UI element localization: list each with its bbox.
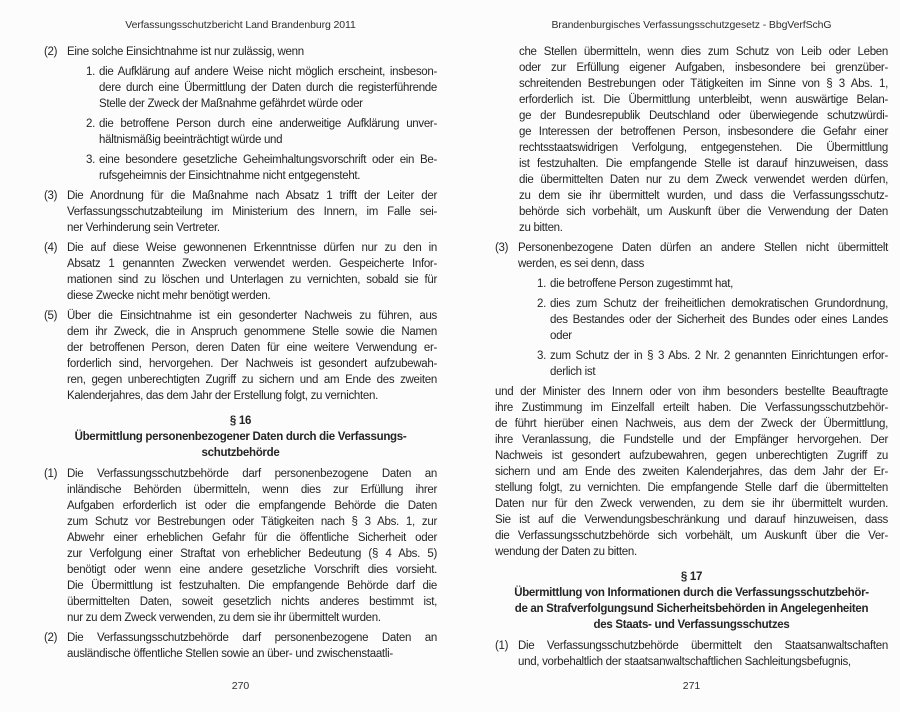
paragraph-text	[67, 44, 437, 60]
text-line: inländische Behörden übermitteln, wenn dies zur Erfüllung ihrer	[67, 484, 437, 496]
text-line: übermittelten Daten, soweit gesetzlich nichts anderes bestimmt ist,	[67, 596, 437, 608]
text-line: Die auf diese Weise gewonnenen Erkenntnisse dürfen nur zu den in	[67, 242, 437, 254]
paragraph-marker: (4)	[44, 242, 58, 254]
list-item-text	[99, 152, 437, 184]
text-line: Sie ist auf die Verwendungsbeschränkung und darauf hinzuweisen, dass	[495, 514, 888, 526]
text-line: oder zur Erfüllung eigener Aufgaben, insbesondere bei grenzüber-	[519, 62, 888, 74]
text-line: Daten nur für den Zweck verwenden, zu dem sie ihr übermittelt wurden.	[495, 498, 888, 510]
text-line: die betroffene Person durch eine anderweitige Aufklärung unver-	[99, 118, 437, 130]
paragraph-continuation	[519, 44, 888, 236]
list-item-marker: 1.	[537, 278, 546, 290]
paragraph-17-abs1	[495, 638, 888, 670]
text-line: mationen sind zu löschen und Unterlagen zu vernichten, sobald sie für	[67, 274, 437, 286]
text-line: des Staats- und Verfassungsschutzes	[593, 619, 790, 631]
list-item-text	[550, 296, 888, 344]
section-heading-16	[44, 413, 437, 461]
paragraph-16-abs1	[44, 466, 437, 626]
page-number-right: 271	[682, 680, 701, 692]
text-line: Die Anordnung für die Maßnahme nach Absatz 1 trifft der Leiter der	[67, 190, 437, 202]
paragraph-16-abs3	[495, 240, 888, 272]
list-item-3	[86, 152, 437, 184]
text-line: oder	[550, 330, 572, 342]
text-line: derlich ist	[550, 366, 596, 378]
text-line: ge der Bundesrepublik Deutschland oder überwiegende schutzwürdi-	[519, 110, 888, 122]
text-line: des Bestandes oder der Sicherheit des Bundes oder eines Landes	[550, 314, 888, 326]
page-left-content	[44, 44, 437, 662]
paragraph-marker: (2)	[44, 632, 58, 644]
paragraph-text	[67, 466, 437, 626]
text-line: behörde sich vorbehält, um Auskunft über die Verwendung der Daten	[519, 206, 888, 218]
list-item-1	[86, 64, 437, 112]
list-item-marker: 2.	[537, 298, 546, 310]
text-line: der betroffenen Person, deren Daten für eine weitere Verwendung er-	[67, 342, 437, 354]
text-line: die übermittelten Daten nur zu dem Zweck verwendet werden dürfen,	[519, 174, 888, 186]
paragraph-text	[67, 188, 437, 236]
text-line: benötigt oder wenn eine andere gesetzliche Vorschrift dies vorsieht.	[67, 564, 437, 576]
text-line: ihre Zustimmung im Einzelfall erteilt haben. Die Verfassungsschutzbehör-	[495, 402, 888, 414]
list-item-text	[99, 116, 437, 148]
paragraph-marker: (1)	[495, 640, 509, 652]
paragraph-marker: (5)	[44, 310, 58, 322]
text-line: wendung der Daten zu bitten.	[495, 546, 637, 558]
text-line: sichern und am Ende des zweiten Kalenderjahres, das dem Jahr der Er-	[495, 466, 888, 478]
list-item-2	[537, 296, 888, 344]
text-line: Die Verfassungsschutzbehörde darf personenbezogene Daten an	[67, 468, 437, 480]
text-line: zur Verfolgung einer Straftat von erheblicher Bedeutung (§ 4 Abs. 5)	[67, 548, 437, 560]
text-line: rufsgeheimnis der Einsichtnahme nicht entgegensteht.	[99, 170, 361, 182]
text-line: und der Minister des Innern oder von ihm besonders bestellte Beauftragte	[495, 386, 888, 398]
running-header-left: Verfassungsschutzbericht Land Brandenburg 2011	[125, 19, 356, 31]
text-line: Aufgaben erforderlich ist oder die empfangende Behörde die Daten	[67, 500, 437, 512]
paragraph-marker: (3)	[44, 190, 58, 202]
text-line: dem ihr Zweck, die in Anspruch genommene Stelle sowie die Namen	[67, 326, 437, 338]
text-line: Abwehr einer erheblichen Gefahr für die öffentliche Sicherheit oder	[67, 532, 437, 544]
text-line: die Verfassungsschutzbehörde sich vorbehält, um Auskunft über die Ver-	[495, 530, 888, 542]
page-left	[44, 0, 437, 712]
text-line: stellung folgt, zu vernichten. Die empfangende Stelle darf die übermittelten	[495, 482, 888, 494]
list-item-marker: 3.	[537, 350, 546, 362]
running-header-right: Brandenburgisches Verfassungsschutzgesetz - BbgVerfSchG	[551, 19, 832, 31]
text-line: werden, es sei denn, dass	[518, 258, 645, 270]
paragraph-16-abs2	[44, 630, 437, 662]
text-line: Übermittlung personenbezogener Daten durch die Verfassungs-	[74, 431, 407, 443]
text-line: ist festzuhalten. Die empfangende Stelle ist darauf hinzuweisen, dass	[519, 158, 888, 170]
text-line: de führt hierüber einen Nachweis, aus dem der Zweck der Übermittlung,	[495, 418, 888, 430]
text-line: zu dem sie ihr übermittelt wurden, und dass die Verfassungsschutz-	[519, 190, 888, 202]
paragraph-abs5	[44, 308, 437, 404]
page-number-left: 270	[231, 680, 250, 692]
text-line: Übermittlung von Informationen durch die Verfassungsschutzbehör-	[514, 587, 869, 599]
list-item-marker: 2.	[86, 118, 95, 130]
text-line: dere durch eine Übermittlung der Daten durch die registerführende	[99, 82, 437, 94]
section-heading-17	[495, 569, 888, 633]
paragraph-marker: (2)	[44, 46, 58, 58]
text-line: dies zum Schutz der freiheitlichen demokratischen Grundordnung,	[550, 298, 888, 310]
paragraph-text	[518, 240, 888, 272]
text-line: de an Strafverfolgungsund Sicherheitsbehörden in Angelegenheiten	[514, 603, 869, 615]
text-line: schutzbehörde	[201, 447, 280, 459]
text-line: die Aufklärung auf andere Weise nicht möglich erscheint, insbeson-	[99, 66, 437, 78]
text-line: zu bitten.	[519, 222, 563, 234]
text-line: ausländische öffentliche Stellen sowie an über- und zwischenstaatli-	[67, 648, 393, 660]
text-line: zum Schutz der in § 3 Abs. 2 Nr. 2 genannten Einrichtungen erfor-	[550, 350, 888, 362]
text-line: und, vorbehaltlich der staatsanwaltschaftlichen Sachleitungsbefugnis,	[518, 656, 851, 668]
text-line: nur zu dem Zweck verwenden, zu dem sie ihr übermittelt wurden.	[67, 612, 381, 624]
text-line: schreitenden Bestrebungen oder Tätigkeiten im Sinne von § 3 Abs. 1,	[519, 78, 888, 90]
text-line: Verfassungsschutzabteilung im Ministerium des Innern, im Falle sei-	[67, 206, 437, 218]
text-line: Eine solche Einsichtnahme ist nur zulässig, wenn	[67, 46, 304, 58]
text-line: che Stellen übermitteln, wenn dies zum Schutz von Leib oder Leben	[519, 46, 888, 58]
paragraph-abs2	[44, 44, 437, 60]
text-line: diese Zwecke nicht mehr benötigt werden.	[67, 290, 271, 302]
text-line: hältnismäßig beeinträchtigt würde und	[99, 134, 283, 146]
paragraph-closing	[495, 384, 888, 560]
text-line: Nachweis ist gesondert aufzubewahren, gegen unberechtigten Zugriff zu	[495, 450, 888, 462]
paragraph-abs4	[44, 240, 437, 304]
page-right-content	[495, 44, 888, 670]
text-line: Die Übermittlung ist festzuhalten. Die empfangende Behörde darf die	[67, 580, 437, 592]
paragraph-marker: (3)	[495, 242, 509, 254]
text-line: rechtsstaatswidrigen Verfolgung, entgegenstehen. Die Übermittlung	[519, 142, 888, 154]
text-line: ihre Veranlassung, die Fundstelle und der Empfänger hervorgehen. Der	[495, 434, 888, 446]
text-line: § 16	[229, 415, 252, 427]
text-line: zum Schutz vor Bestrebungen oder Tätigkeiten nach § 3 Abs. 1, zur	[67, 516, 437, 528]
text-line: Die Verfassungsschutzbehörde darf personenbezogene Daten an	[67, 632, 437, 644]
text-line: § 17	[680, 571, 703, 583]
list-item-marker: 1.	[86, 66, 95, 78]
text-line: forderlich sind, hervorgehen. Der Nachweis ist gesondert aufzubewah-	[67, 358, 437, 370]
text-line: die betroffene Person zugestimmt hat,	[550, 278, 734, 290]
text-line: Die Verfassungsschutzbehörde übermittelt den Staatsanwaltschaften	[518, 640, 888, 652]
paragraph-text	[67, 240, 437, 304]
text-line: ge Interessen der betroffenen Person, insbesondere die Gefahr einer	[519, 126, 888, 138]
list-item-2	[86, 116, 437, 148]
list-item-text	[550, 276, 888, 292]
list-item-marker: 3.	[86, 154, 95, 166]
paragraph-abs3	[44, 188, 437, 236]
text-line: ner Verhinderung sein Vertreter.	[67, 222, 220, 234]
text-line: erforderlich ist. Die Übermittlung unterbleibt, wenn auswärtige Belan-	[519, 94, 888, 106]
text-line: Über die Einsichtnahme ist ein gesonderter Nachweis zu führen, aus	[67, 310, 437, 322]
text-line: ren, gegen unberechtigten Zugriff zu sichern und am Ende des zweiten	[67, 374, 437, 386]
page-right	[495, 0, 888, 712]
list-item-text	[550, 348, 888, 380]
list-item-3	[537, 348, 888, 380]
text-line: Personenbezogene Daten dürfen an andere Stellen nicht übermittelt	[518, 242, 888, 254]
paragraph-text	[518, 638, 888, 670]
text-line: Stelle der Zweck der Maßnahme gefährdet würde oder	[99, 98, 363, 110]
paragraph-text	[67, 630, 437, 662]
text-line: eine besondere gesetzliche Geheimhaltungsvorschrift oder ein Be-	[99, 154, 437, 166]
text-line: Absatz 1 genannten Zwecken verwendet werden. Gespeicherte Infor-	[67, 258, 437, 270]
list-item-text	[99, 64, 437, 112]
paragraph-text	[67, 308, 437, 404]
paragraph-marker: (1)	[44, 468, 58, 480]
list-item-1	[537, 276, 888, 292]
text-line: Kalenderjahres, das dem Jahr der Erstellung folgt, zu vernichten.	[67, 390, 378, 402]
